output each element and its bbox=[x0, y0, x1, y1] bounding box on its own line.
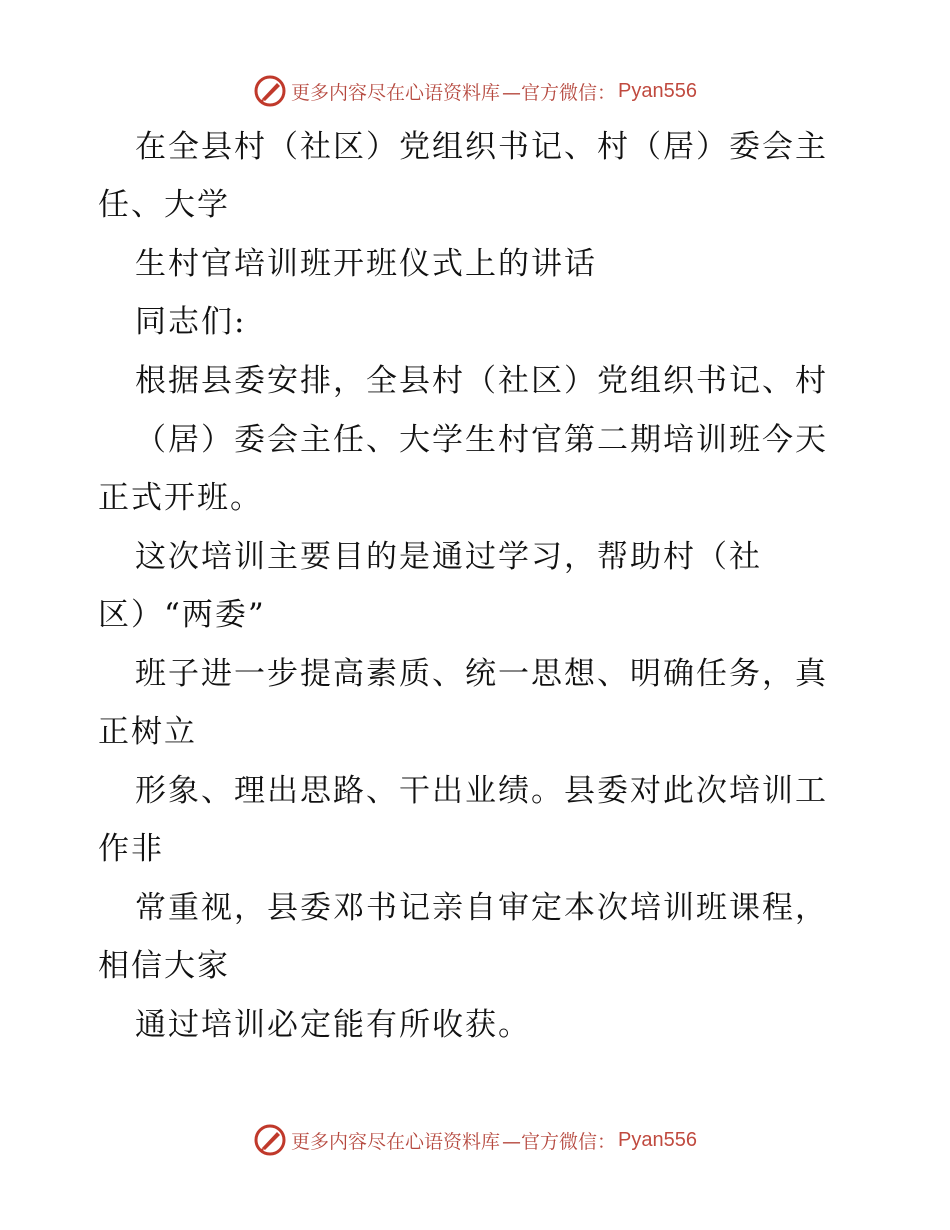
banner-wechat-label: —官方微信： bbox=[502, 81, 617, 104]
text-line: （居）委会主任、大学生村官第二期培训班今天 bbox=[135, 422, 828, 458]
text-line: 班子进一步提高素质、统一思想、明确任务，真 bbox=[135, 656, 828, 692]
text-line: 正式开班。 bbox=[98, 480, 263, 516]
text-line: 常重视，县委邓书记亲自审定本次培训班课程， bbox=[135, 890, 828, 926]
banner-slogan: 更多内容尽在心语资料库 bbox=[291, 1130, 501, 1153]
text-line: 形象、理出思路、干出业绩。县委对此次培训工 bbox=[135, 773, 828, 809]
text-line: 任、大学 bbox=[98, 187, 230, 223]
banner-wechat-label: —官方微信： bbox=[502, 1130, 617, 1153]
text-line: 相信大家 bbox=[98, 948, 230, 984]
quill-logo-icon bbox=[253, 1123, 287, 1157]
banner-wechat-id: Pyan556 bbox=[618, 1128, 697, 1151]
text-line: 区）“两委” bbox=[98, 597, 266, 633]
banner-wechat-id: Pyan556 bbox=[618, 79, 697, 102]
header-banner bbox=[0, 71, 950, 111]
footer-banner bbox=[0, 1120, 950, 1160]
text-line: 同志们: bbox=[135, 304, 247, 340]
text-line: 生村官培训班开班仪式上的讲话 bbox=[135, 246, 597, 282]
text-line: 这次培训主要目的是通过学习，帮助村（社 bbox=[135, 539, 762, 575]
banner-slogan: 更多内容尽在心语资料库 bbox=[291, 81, 501, 104]
quill-logo-icon bbox=[253, 74, 287, 108]
text-line: 在全县村（社区）党组织书记、村（居）委会主 bbox=[135, 129, 828, 165]
text-line: 作非 bbox=[98, 831, 164, 867]
text-line: 根据县委安排，全县村（社区）党组织书记、村 bbox=[135, 363, 828, 399]
text-line: 正树立 bbox=[98, 714, 197, 750]
text-line: 通过培训必定能有所收获。 bbox=[135, 1007, 531, 1043]
